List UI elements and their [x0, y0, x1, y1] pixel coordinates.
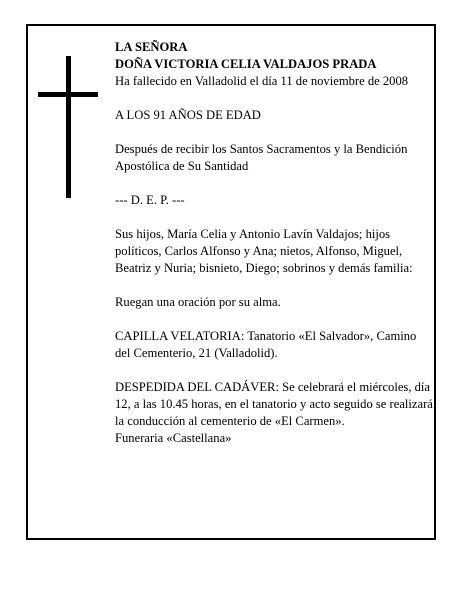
- family-paragraph: Sus hijos, María Celia y Antonio Lavín Valdajos; hijos políticos, Carlos Alfonso y Ana; nietos, Alfonso, Miguel, Beatriz y Nuria; bisnieto, Diego; sobrinos y demás familia:: [115, 227, 413, 275]
- notice-title: LA SEÑORA: [115, 40, 188, 54]
- farewell-info: DESPEDIDA DEL CADÁVER: Se celebrará el miércoles, día 12, a las 10.45 horas, en el tanatorio y acto seguido se realizará la conducción al cementerio de «El Carmen».: [115, 380, 433, 428]
- sacraments-statement: Después de recibir los Santos Sacramentos y la Bendición Apostólica de Su Santidad: [115, 142, 408, 173]
- rip-line: --- D. E. P. ---: [115, 193, 185, 207]
- deceased-name: DOÑA VICTORIA CELIA VALDAJOS PRADA: [115, 57, 377, 71]
- death-statement: Ha fallecido en Valladolid el día 11 de noviembre de 2008: [115, 74, 409, 88]
- notice-text: [115, 39, 433, 447]
- age-statement: A LOS 91 AÑOS DE EDAD: [115, 108, 261, 122]
- chapel-info: CAPILLA VELATORIA: Tanatorio «El Salvador», Camino del Cementerio, 21 (Valladolid).: [115, 329, 417, 360]
- obituary-notice: [26, 24, 436, 540]
- funeral-home: Funeraria «Castellana»: [115, 431, 232, 445]
- prayer-request: Ruegan una oración por su alma.: [115, 295, 281, 309]
- cross-icon: [38, 56, 98, 198]
